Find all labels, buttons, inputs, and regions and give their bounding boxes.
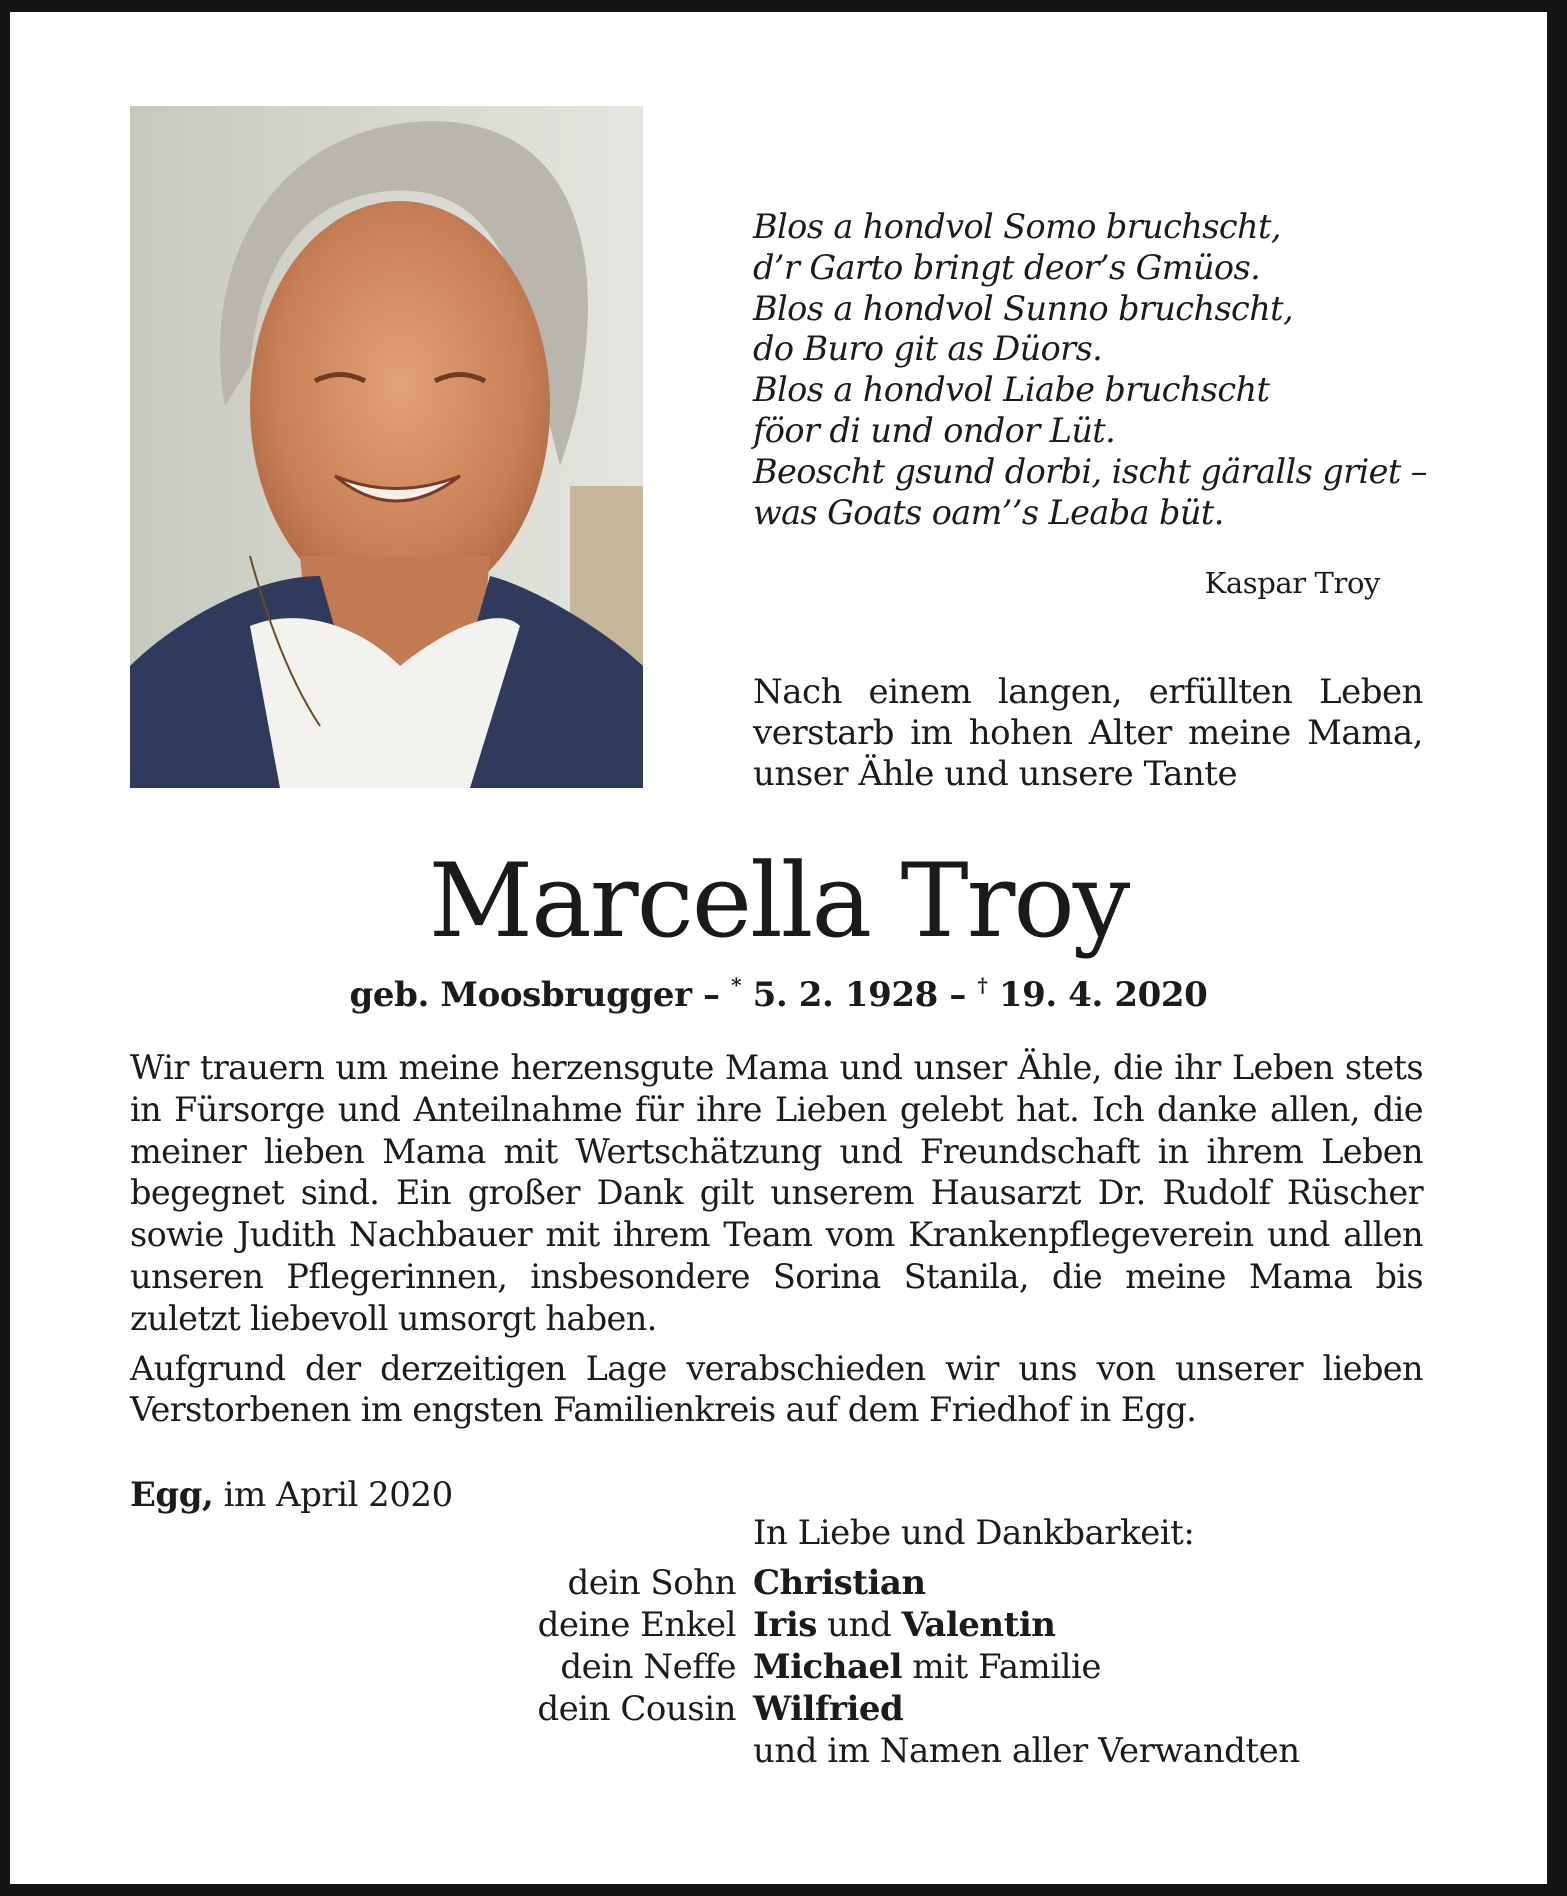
signer-name: Christian	[753, 1563, 926, 1603]
poem-line: do Buro git as Düors.	[753, 329, 1103, 369]
signer-names	[753, 1562, 926, 1604]
body-text	[130, 1047, 1423, 1431]
signer-role: dein Neffe	[560, 1647, 736, 1687]
birth-symbol: *	[731, 973, 742, 997]
signer-joiner: mit Familie	[902, 1647, 1101, 1687]
body-line: meiner lieben Mama mit Wertschätzung und Freundschaft in ihrem Leben	[130, 1131, 1423, 1171]
poem-line: Blos a hondvol Somo bruchscht,	[753, 207, 1281, 246]
birth-name: geb. Moosbrugger	[349, 975, 692, 1015]
signer-names	[753, 1604, 1055, 1646]
body-line: Verstorbenen im engsten Familienkreis auf dem Friedhof in Egg.	[130, 1390, 1197, 1430]
poem-line: d’r Garto bringt deor’s Gmüos.	[753, 247, 1261, 287]
poem-line: Blos a hondvol Sunno bruchscht,	[753, 288, 1294, 328]
intro-text	[753, 672, 1423, 795]
poem-line: Blos a hondvol Liabe bruchscht	[753, 370, 1270, 410]
signer-row	[10, 1562, 1547, 1604]
signer-name: Valentin	[901, 1605, 1056, 1645]
body-paragraph	[130, 1047, 1423, 1340]
death-date: 19. 4. 2020	[987, 975, 1208, 1015]
signer-role: deine Enkel	[537, 1605, 736, 1645]
poem-line: Beoscht gsund dorbi, ischt gäralls griet –	[753, 451, 1427, 491]
signer-row	[10, 1730, 1547, 1772]
place-date-text: im April 2020	[213, 1475, 453, 1515]
signer-name: Wilfried	[753, 1689, 904, 1729]
signer-name: Iris	[753, 1605, 817, 1645]
body-paragraph	[130, 1348, 1423, 1432]
poem-line: was Goats oam’’s Leaba büt.	[753, 492, 1224, 532]
birth-date: 5. 2. 1928	[741, 975, 938, 1015]
signer-names	[753, 1688, 903, 1730]
final-line: und im Namen aller Verwandten	[753, 1731, 1300, 1771]
body-line: Aufgrund der derzeitigen Lage verabschieden wir uns von unserer lieben	[130, 1348, 1423, 1388]
death-symbol: †	[977, 973, 988, 997]
body-line: Wir trauern um meine herzensgute Mama und unser Ähle, die ihr Leben stets	[130, 1048, 1423, 1087]
poem	[753, 207, 1433, 533]
signer-row	[10, 1688, 1547, 1730]
deceased-name: Marcella Troy	[428, 842, 1129, 961]
body-line: zuletzt liebevoll umsorgt haben.	[130, 1298, 657, 1338]
place-town: Egg,	[130, 1475, 214, 1515]
intro-line: verstarb im hohen Alter meine Mama,	[753, 713, 1423, 753]
body-line: unseren Pflegerinnen, insbesondere Sorina Stanila, die meine Mama bis	[130, 1256, 1423, 1296]
intro-line: Nach einem langen, erfüllten Leben	[753, 672, 1423, 712]
birth-death-line	[10, 973, 1547, 1015]
body-line: begegnet sind. Ein großer Dank gilt unserem Hausarzt Dr. Rudolf Rüscher	[130, 1173, 1423, 1213]
signer-joiner: und	[816, 1605, 902, 1645]
body-line: sowie Judith Nachbauer mit ihrem Team vom Krankenpflegeverein und allen	[130, 1215, 1423, 1255]
obituary-page	[10, 12, 1547, 1884]
signer-row	[10, 1604, 1547, 1646]
poem-line: föor di und ondor Lüt.	[753, 410, 1116, 450]
signer-role: dein Cousin	[537, 1689, 736, 1729]
portrait-photo	[130, 106, 643, 788]
place-date	[130, 1475, 453, 1515]
signer-role: dein Sohn	[567, 1563, 736, 1603]
signer-names	[753, 1646, 1101, 1688]
signer-row	[10, 1646, 1547, 1688]
signers	[10, 1562, 1547, 1772]
body-line: in Fürsorge und Anteilnahme für ihre Lieben gelebt hat. Ich danke allen, die	[130, 1089, 1423, 1129]
separator: –	[691, 975, 732, 1015]
poem-author: Kaspar Troy	[1204, 566, 1380, 600]
intro-line: unser Ähle und unsere Tante	[753, 754, 1238, 794]
separator: –	[937, 975, 978, 1015]
closing-phrase: In Liebe und Dankbarkeit:	[753, 1513, 1195, 1553]
signer-name: Michael	[753, 1647, 903, 1687]
portrait-illustration	[130, 106, 643, 788]
